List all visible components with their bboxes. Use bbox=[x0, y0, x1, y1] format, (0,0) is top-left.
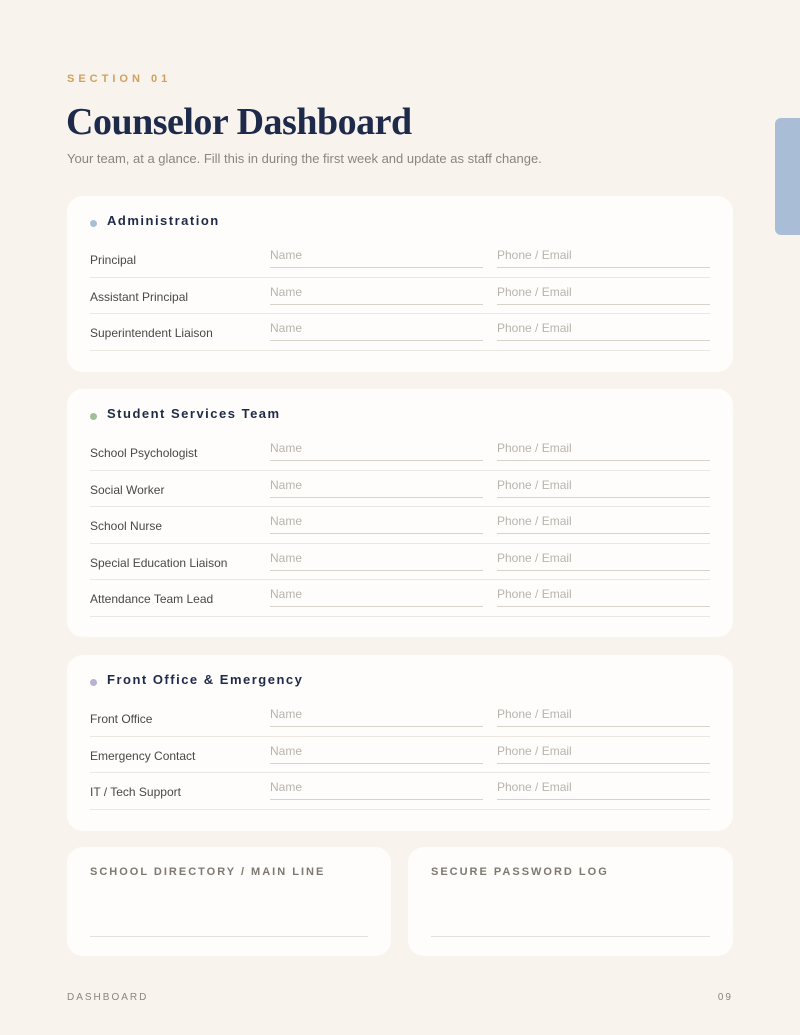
bullet-dot-icon bbox=[90, 220, 97, 227]
contact-row bbox=[90, 773, 710, 810]
card-title: Student Services Team bbox=[107, 406, 281, 421]
bullet-dot-icon bbox=[90, 679, 97, 686]
bullet-dot-icon bbox=[90, 413, 97, 420]
name-field[interactable]: Name bbox=[270, 510, 483, 534]
contact-rows bbox=[90, 700, 710, 810]
role-label: Principal bbox=[90, 253, 137, 267]
contact-field[interactable]: Phone / Email bbox=[497, 547, 710, 571]
contact-row bbox=[90, 471, 710, 508]
directory-card bbox=[67, 847, 391, 956]
role-label: Special Education Liaison bbox=[90, 555, 228, 570]
contact-field[interactable]: Phone / Email bbox=[497, 437, 710, 461]
role-label: Attendance Team Lead bbox=[90, 592, 214, 606]
name-field[interactable]: Name bbox=[270, 474, 483, 498]
contact-row bbox=[90, 241, 710, 278]
directory-title: SCHOOL DIRECTORY / MAIN LINE bbox=[90, 866, 326, 878]
password-log-card bbox=[408, 847, 733, 956]
password-log-write-line[interactable] bbox=[431, 936, 710, 937]
contact-field[interactable]: Phone / Email bbox=[497, 583, 710, 607]
name-field[interactable]: Name bbox=[270, 776, 483, 800]
card-student-services bbox=[67, 389, 733, 637]
card-header bbox=[90, 213, 220, 228]
role-label: IT / Tech Support bbox=[90, 785, 181, 799]
contact-field[interactable]: Phone / Email bbox=[497, 703, 710, 727]
page-subtitle: Your team, at a glance. Fill this in during the first week and update as staff change. bbox=[67, 151, 542, 166]
role-label: Superintendent Liaison bbox=[90, 326, 213, 340]
card-title: Administration bbox=[107, 213, 220, 228]
section-eyebrow: SECTION 01 bbox=[67, 73, 172, 85]
name-field[interactable]: Name bbox=[270, 740, 483, 764]
contact-field[interactable]: Phone / Email bbox=[497, 317, 710, 341]
footer-label: DASHBOARD bbox=[67, 992, 149, 1003]
contact-row bbox=[90, 544, 710, 581]
contact-row bbox=[90, 434, 710, 471]
password-log-title: SECURE PASSWORD LOG bbox=[431, 866, 609, 878]
contact-field[interactable]: Phone / Email bbox=[497, 740, 710, 764]
page-title: Counselor Dashboard bbox=[66, 101, 412, 143]
card-header bbox=[90, 672, 303, 687]
name-field[interactable]: Name bbox=[270, 244, 483, 268]
name-field[interactable]: Name bbox=[270, 317, 483, 341]
role-label: School Nurse bbox=[90, 519, 163, 533]
side-tab[interactable] bbox=[775, 118, 800, 235]
contact-field[interactable]: Phone / Email bbox=[497, 281, 710, 305]
card-administration bbox=[67, 196, 733, 372]
contact-field[interactable]: Phone / Email bbox=[497, 510, 710, 534]
contact-row bbox=[90, 580, 710, 617]
name-field[interactable]: Name bbox=[270, 703, 483, 727]
card-title: Front Office & Emergency bbox=[107, 672, 304, 687]
role-label: School Psychologist bbox=[90, 446, 198, 460]
role-label: Front Office bbox=[90, 712, 153, 726]
role-label: Assistant Principal bbox=[90, 289, 189, 304]
contact-field[interactable]: Phone / Email bbox=[497, 474, 710, 498]
card-header bbox=[90, 406, 281, 421]
role-label: Social Worker bbox=[90, 482, 165, 497]
card-front-office bbox=[67, 655, 733, 831]
contact-row bbox=[90, 507, 710, 544]
contact-row bbox=[90, 737, 710, 774]
contact-field[interactable]: Phone / Email bbox=[497, 776, 710, 800]
name-field[interactable]: Name bbox=[270, 437, 483, 461]
contact-row bbox=[90, 314, 710, 351]
name-field[interactable]: Name bbox=[270, 281, 483, 305]
role-label: Emergency Contact bbox=[90, 748, 196, 763]
name-field[interactable]: Name bbox=[270, 547, 483, 571]
contact-row bbox=[90, 278, 710, 315]
contact-field[interactable]: Phone / Email bbox=[497, 244, 710, 268]
contact-row bbox=[90, 700, 710, 737]
contact-rows bbox=[90, 434, 710, 617]
contact-rows bbox=[90, 241, 710, 351]
name-field[interactable]: Name bbox=[270, 583, 483, 607]
directory-write-line[interactable] bbox=[90, 936, 368, 937]
page-number: 09 bbox=[717, 992, 733, 1003]
